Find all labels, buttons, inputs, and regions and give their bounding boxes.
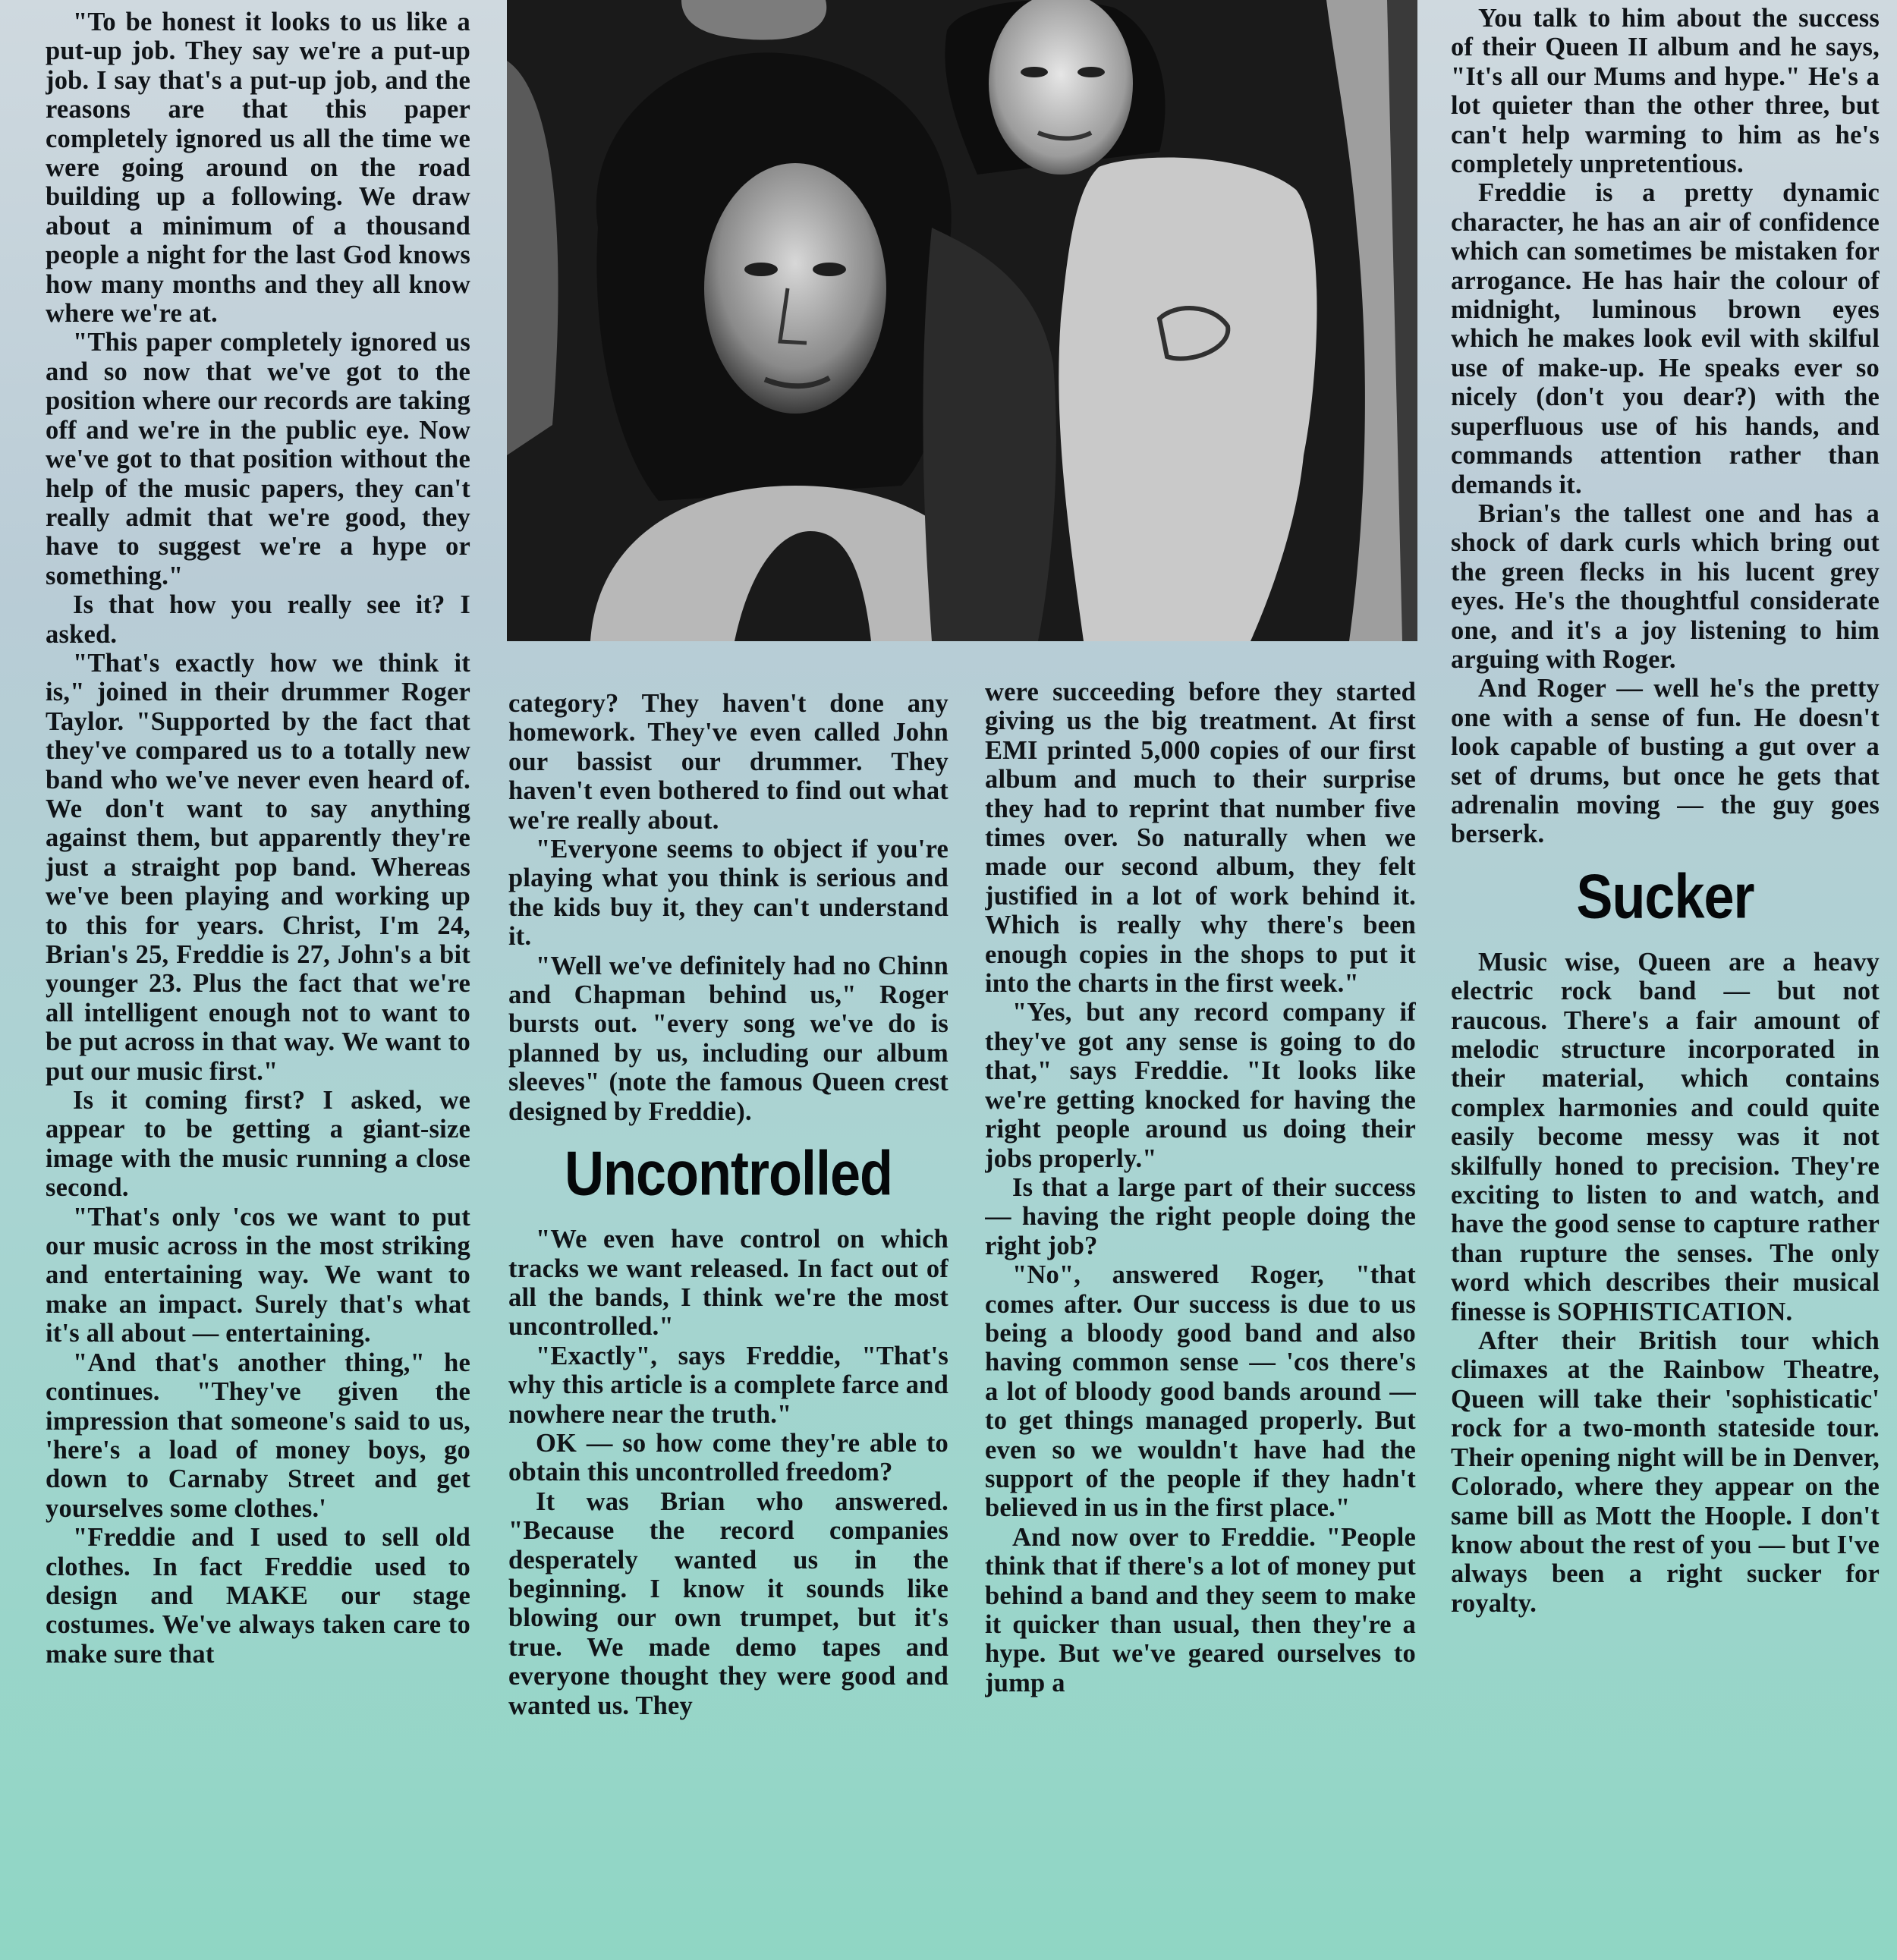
paragraph: After their British tour which climaxes at the Rainbow Theatre, Queen will take their 'sophisticatic' rock for a two-month stateside tour. Their opening night will be in Denver, Colorado, where they appear on the same bill as Mott the Hoople. I don't know about the rest of you — but I've always been a right sucker for royalty. (1451, 1326, 1880, 1618)
column-3 (985, 678, 1416, 1956)
paragraph: Is that how you really see it? I asked. (46, 590, 470, 649)
paragraph: Brian's the tallest one and has a shock of dark curls which bring out the green flecks in his lucent grey eyes. He's the thoughtful considerate one, and it's a joy listening to him arguing with Roger. (1451, 499, 1880, 674)
paragraph: "We even have control on which tracks we want released. In fact out of all the bands, I think we're the most uncontrolled." (508, 1225, 948, 1342)
paragraph: "And that's another thing," he continues. "They've given the impression that someone's said to us, 'here's a load of money boys, go down to Carnaby Street and get yourselves some clothes.' (46, 1348, 470, 1523)
paragraph: "That's exactly how we think it is," joined in their drummer Roger Taylor. "Supported by the fact that they've compared us to a totally new band who we've never even heard of. We don't want to say anything against them, but apparently they're just a straight pop band. Whereas we've been playing and working up to this for years. Christ, I'm 24, Brian's 25, Freddie is 27, John's a bit younger 23. Plus the fact that we're all intelligent enough not to want to be put across in that way. We want to put our music first." (46, 648, 470, 1086)
paragraph: "Well we've definitely had no Chinn and Chapman behind us," Roger bursts out. "every song we've do is planned by us, including our album sleeves" (note the famous Queen crest designed by Freddie). (508, 951, 948, 1126)
paragraph: You talk to him about the success of their Queen II album and he says, "It's all our Mums and hype." He's a lot quieter than the other three, but can't help warming to him as he's completely unpretentious. (1451, 4, 1880, 179)
paragraph: category? They haven't done any homework. They've even called John our bassist our drummer. They haven't even bothered to find out what we're really about. (508, 689, 948, 835)
column-1 (46, 8, 470, 1958)
paragraph: Is that a large part of their success — having the right people doing the right job? (985, 1172, 1416, 1260)
paragraph: "Everyone seems to object if you're playing what you think is serious and the kids buy it, they can't understand it. (508, 835, 948, 952)
section-heading-uncontrolled: Uncontrolled (565, 1139, 892, 1210)
paragraph: were succeeding before they started giving us the big treatment. At first EMI printed 5,000 copies of our first album and much to their surprise they had to reprint that number five times over. So naturally when we made our second album, they felt justified in a lot of work behind it. Which is really why there's been enough copies in the shops to put it into the charts in the first week." (985, 678, 1416, 999)
section-heading-sucker: Sucker (1576, 861, 1754, 932)
column-4 (1451, 4, 1880, 1954)
paragraph: "To be honest it looks to us like a put-up job. They say we're a put-up job. I say that's a put-up job, and the reasons are that this paper completely ignored us all the time we were going around on the road building up a following. We draw about a minimum of a thousand people a night for the last God knows how many months and they all know where we're at. (46, 8, 470, 329)
paragraph: Is it coming first? I asked, we appear to be getting a giant-size image with the music running a close second. (46, 1086, 470, 1203)
paragraph: "Exactly", says Freddie, "That's why this article is a complete farce and nowhere near the truth." (508, 1341, 948, 1429)
paragraph: It was Brian who answered. "Because the record companies desperately wanted us in the beginning. I know it sounds like blowing our own trumpet, but it's true. We made demo tapes and everyone thought they were good and wanted us. They (508, 1487, 948, 1720)
paragraph: And now over to Freddie. "People think that if there's a lot of money put behind a band and they seem to make it quicker than usual, then they're a hype. But we've geared ourselves to jump a (985, 1522, 1416, 1697)
column-2 (508, 689, 948, 1956)
paragraph: "Yes, but any record company if they've got any sense is going to do that," says Freddie. "It looks like we're getting knocked for having the right people around us doing their jobs properly." (985, 998, 1416, 1173)
band-photo (507, 0, 1417, 641)
paragraph: "No", answered Roger, "that comes after. Our success is due to us being a bloody good band and also having common sense — 'cos there's a lot of bloody good bands around — to get things managed properly. But even so we wouldn't have had the support of the people if they hadn't believed in us in the first place." (985, 1260, 1416, 1523)
paragraph: OK — so how come they're able to obtain this uncontrolled freedom? (508, 1428, 948, 1487)
paragraph: Music wise, Queen are a heavy electric rock band — but not raucous. There's a fair amount of melodic structure incorporated in their material, which contains complex harmonies and could quite easily become messy was it not skilfully honed to precision. They're exciting to listen to and watch, and have the good sense to capture rather than rupture the senses. The only word which describes their musical finesse is SOPHISTICATION. (1451, 947, 1880, 1326)
band-photo-image (507, 0, 1417, 641)
paragraph: "Freddie and I used to sell old clothes. In fact Freddie used to design and MAKE our stage costumes. We've always taken care to make sure that (46, 1523, 470, 1669)
paragraph: And Roger — well he's the pretty one with a sense of fun. He doesn't look capable of busting a gut over a set of drums, but once he gets that adrenalin moving — the guy goes berserk. (1451, 674, 1880, 849)
paragraph: "That's only 'cos we want to put our music across in the most striking and entertaining way. We want to make an impact. Surely that's what it's all about — entertaining. (46, 1202, 470, 1348)
paragraph: Freddie is a pretty dynamic character, he has an air of confidence which can sometimes be mistaken for arrogance. He has hair the colour of midnight, luminous brown eyes which he makes look evil with skilful use of make-up. He speaks ever so nicely (don't you dear?) with the superfluous use of his hands, and commands attention rather than demands it. (1451, 178, 1880, 499)
paragraph: "This paper completely ignored us and so now that we've got to the position where our records are taking off and we're in the public eye. Now we've got to that position without the help of the music papers, they can't really admit that we're good, they have to suggest we're a hype or something." (46, 328, 470, 590)
